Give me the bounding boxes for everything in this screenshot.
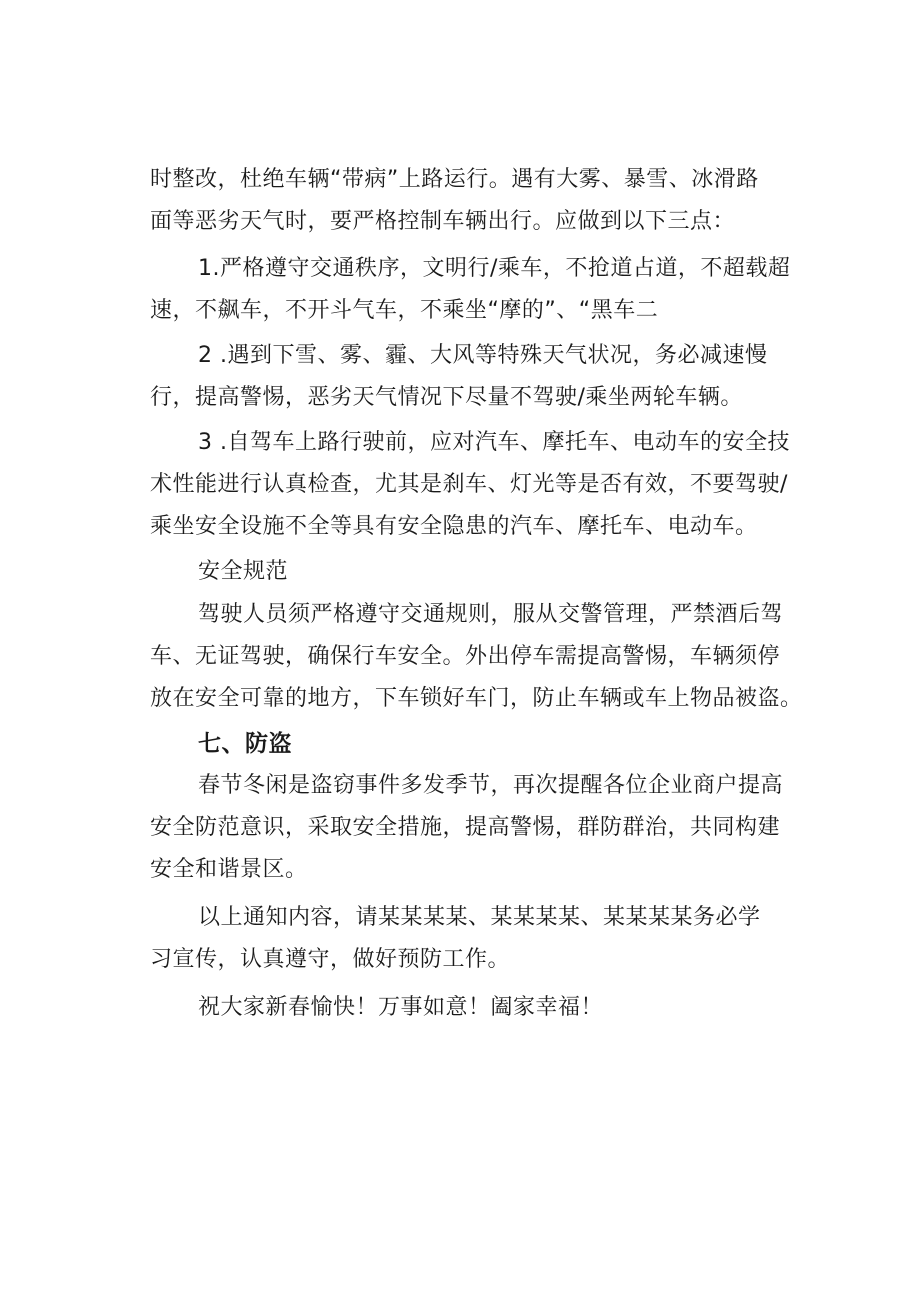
- text-line: 安全防范意识，采取安全措施，提高警惕，群防群治，共同构建: [150, 815, 781, 840]
- section-heading: 七、防盗: [198, 731, 292, 757]
- text-line: 以上通知内容，请某某某某、某某某某、某某某某务必学: [198, 905, 761, 930]
- text-line: 面等恶劣天气时，要严格控制车辆出行。应做到以下三点：: [150, 209, 736, 234]
- text-line: 行，提高警惕，恶劣天气情况下尽量不驾驶/乘坐两轮车辆。: [150, 385, 743, 410]
- greeting-paragraph: [150, 987, 810, 1029]
- text-line: 安全和谐景区。: [150, 857, 308, 882]
- text-line: 春节冬闲是盗窃事件多发季节，再次提醒各位企业商户提高: [198, 773, 784, 798]
- point-2-paragraph: [150, 335, 810, 419]
- text-line: 速，不飙车，不开斗气车，不乘坐“摩的”、“黑车二: [150, 298, 659, 323]
- text-line: 乘坐安全设施不全等具有安全隐患的汽车、摩托车、电动车。: [150, 514, 758, 539]
- text-line: 1.严格遵守交通秩序，文明行/乘车，不抢道占道，不超载超: [198, 256, 791, 281]
- text-line: 车、无证驾驶，确保行车安全。外出停车需提高警惕，车辆须停: [150, 644, 781, 669]
- notice-paragraph: [150, 897, 810, 981]
- intro-paragraph: [150, 159, 810, 243]
- text-line: 驾驶人员须严格遵守交通规则，服从交警管理，严禁酒后驾: [198, 602, 784, 627]
- text-line: 习宣传，认真遵守，做好预防工作。: [150, 947, 511, 972]
- text-line: 术性能进行认真检查，尤其是刹车、灯光等是否有效，不要驾驶/: [150, 472, 788, 497]
- point-1-paragraph: [150, 248, 810, 332]
- theft-paragraph: [150, 765, 810, 891]
- text-line: 安全规范: [198, 559, 289, 584]
- text-line: 时整改，杜绝车辆“带病”上路运行。遇有大雾、暴雪、冰滑路: [150, 167, 759, 192]
- safety-paragraph: [150, 594, 810, 720]
- text-line: 祝大家新春愉快！万事如意！阖家幸福！: [198, 995, 604, 1020]
- point-3-paragraph: [150, 422, 810, 548]
- safety-subtitle: [150, 551, 810, 593]
- text-line: 3 .自驾车上路行驶前，应对汽车、摩托车、电动车的安全技: [198, 430, 790, 455]
- text-line: 放在安全可靠的地方，下车锁好车门，防止车辆或车上物品被盗。: [150, 686, 803, 711]
- text-line: 2 .遇到下雪、雾、霾、大风等特殊天气状况，务必减速慢: [198, 343, 768, 368]
